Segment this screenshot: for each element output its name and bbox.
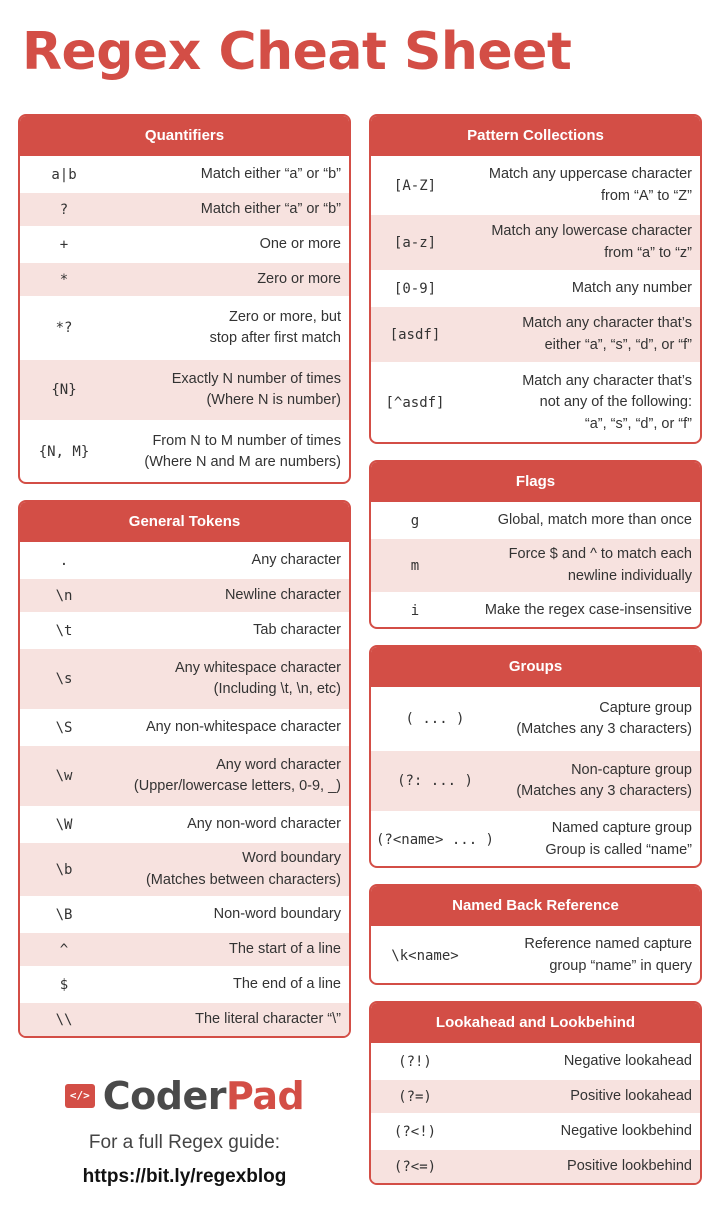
token-description: Positive lookbehind — [567, 1157, 692, 1174]
token-description: Match any character that’s either “a”, “s”, “d”, or “f” — [522, 315, 692, 353]
regex-token: *? — [55, 320, 73, 336]
token-description: Negative lookbehind — [560, 1122, 692, 1139]
flags-header: Flags — [371, 462, 700, 502]
right-column — [369, 114, 702, 1201]
table-row — [20, 744, 349, 806]
regex-token: (?=) — [398, 1088, 432, 1105]
general-tokens-card — [18, 500, 351, 1038]
token-description: Any whitespace character (Including \t, \n, etc) — [174, 659, 341, 697]
guide-text: For a full Regex guide: — [88, 1132, 281, 1153]
regex-token: (?<!) — [393, 1123, 437, 1140]
regex-token: [asdf] — [389, 326, 441, 343]
table-row — [371, 1043, 700, 1078]
table-row — [371, 749, 700, 811]
token-description: Global, match more than once — [497, 511, 692, 528]
table-row — [371, 1113, 700, 1148]
table-row — [20, 358, 349, 420]
table-row — [371, 362, 700, 442]
regex-token: i — [410, 602, 420, 619]
left-column — [18, 114, 351, 1054]
table-row — [20, 191, 349, 226]
table-row — [371, 537, 700, 592]
regex-token: \w — [55, 768, 73, 784]
table-row — [20, 931, 349, 966]
regex-token: \B — [55, 906, 73, 923]
pattern-collections-header: Pattern Collections — [371, 116, 700, 156]
table-row — [20, 542, 349, 577]
token-description: Match any number — [571, 279, 692, 296]
regex-token: \t — [55, 622, 73, 639]
regex-token: {N} — [51, 382, 77, 398]
regex-token: g — [410, 512, 420, 529]
token-description: Named capture group Group is called “name” — [545, 820, 692, 858]
table-row — [20, 420, 349, 482]
regex-token: [a-z] — [393, 234, 437, 251]
regex-token: (?: ... ) — [397, 773, 473, 789]
table-row — [371, 926, 700, 983]
table-row — [371, 156, 700, 213]
groups-card — [369, 645, 702, 868]
lookaround-card — [369, 1001, 702, 1185]
token-description: The literal character “\” — [195, 1010, 341, 1027]
token-description: Any word character (Upper/lowercase letters, 0-9, _) — [133, 756, 341, 794]
quantifiers-rows — [20, 156, 349, 482]
token-description: Tab character — [253, 621, 341, 638]
regex-token: \W — [55, 816, 73, 833]
lookaround-header: Lookahead and Lookbehind — [371, 1003, 700, 1043]
table-row — [20, 709, 349, 744]
page-title: Regex Cheat Sheet — [22, 22, 572, 82]
table-row — [20, 261, 349, 296]
token-description: Make the regex case-insensitive — [484, 601, 692, 618]
table-row — [371, 270, 700, 305]
token-description: Match any character that’s not any of the following: “a”, “s”, “d”, or “f” — [522, 373, 692, 432]
table-row — [371, 687, 700, 749]
token-description: Non-word boundary — [213, 905, 341, 922]
token-description: Exactly N number of times (Where N is number) — [171, 370, 341, 408]
regex-token: * — [59, 271, 69, 288]
table-row — [20, 647, 349, 709]
regex-token: (?<name> ... ) — [375, 831, 494, 848]
regex-token: a|b — [51, 166, 77, 183]
token-description: Match any uppercase character from “A” to “Z” — [488, 166, 692, 204]
regex-token: \b — [55, 861, 73, 878]
regex-token: \s — [55, 671, 73, 687]
groups-rows — [371, 687, 700, 866]
table-row — [20, 226, 349, 261]
token-description: Newline character — [224, 586, 341, 603]
table-row — [20, 612, 349, 647]
table-row — [371, 1078, 700, 1113]
token-description: Match either “a” or “b” — [200, 200, 341, 217]
token-description: One or more — [259, 235, 341, 252]
table-row — [371, 811, 700, 866]
groups-header: Groups — [371, 647, 700, 687]
regex-token: \\ — [55, 1011, 73, 1028]
token-description: Any non-whitespace character — [145, 718, 341, 735]
token-description: The start of a line — [228, 940, 341, 957]
token-description: Capture group (Matches any 3 characters) — [516, 699, 692, 737]
token-description: Match any lowercase character from “a” to “z” — [491, 223, 692, 261]
table-row — [20, 841, 349, 896]
regex-token: {N, M} — [38, 444, 90, 460]
token-description: From N to M number of times (Where N and M are numbers) — [144, 432, 341, 470]
regex-token: \k<name> — [391, 947, 459, 964]
flags-rows — [371, 502, 700, 627]
regex-token: $ — [59, 976, 69, 993]
table-row — [20, 966, 349, 1001]
token-description: Any non-word character — [187, 815, 341, 832]
table-row — [20, 296, 349, 358]
quantifiers-card — [18, 114, 351, 484]
lookaround-rows — [371, 1043, 700, 1183]
regex-token: ( ... ) — [405, 711, 465, 727]
token-description: Positive lookahead — [570, 1087, 692, 1104]
regex-token: \n — [55, 587, 73, 604]
general-tokens-rows — [20, 542, 349, 1036]
token-description: The end of a line — [232, 975, 341, 992]
token-description: Reference named capture group “name” in query — [524, 936, 692, 974]
regex-token: . — [59, 552, 69, 569]
general-tokens-header: General Tokens — [20, 502, 349, 542]
pattern-collections-card — [369, 114, 702, 444]
coderpad-logo — [18, 1074, 351, 1118]
pattern-collections-rows — [371, 156, 700, 442]
named-back-reference-card — [369, 884, 702, 985]
brand-name-part1: Coder — [102, 1074, 227, 1118]
token-description: Match either “a” or “b” — [200, 165, 341, 182]
table-row — [20, 577, 349, 612]
regex-token: (?!) — [398, 1053, 432, 1070]
token-description: Word boundary (Matches between characters) — [145, 850, 341, 888]
named-back-reference-rows — [371, 926, 700, 983]
regex-token: + — [59, 236, 69, 253]
table-row — [371, 1148, 700, 1183]
regex-token: [^asdf] — [385, 395, 445, 411]
regex-token: ? — [59, 201, 69, 218]
table-row — [20, 156, 349, 191]
regex-token: (?<=) — [393, 1158, 437, 1175]
table-row — [20, 896, 349, 931]
code-brackets-icon: </> — [65, 1084, 95, 1108]
table-row — [371, 213, 700, 270]
token-description: Zero or more, but stop after first match — [209, 308, 341, 346]
table-row — [20, 1001, 349, 1036]
quantifiers-header: Quantifiers — [20, 116, 349, 156]
brand-name — [103, 1074, 304, 1118]
table-row — [371, 502, 700, 537]
token-description: Force $ and ^ to match each newline individually — [508, 546, 692, 584]
table-row — [20, 806, 349, 841]
table-row — [371, 592, 700, 627]
regex-token: [A-Z] — [393, 177, 437, 194]
flags-card — [369, 460, 702, 629]
token-description: Negative lookahead — [563, 1052, 692, 1069]
token-description: Zero or more — [257, 270, 341, 287]
regex-token: ^ — [59, 941, 69, 958]
token-description: Non-capture group (Matches any 3 characters) — [516, 761, 692, 799]
regex-token: m — [410, 557, 420, 574]
footer — [18, 1066, 351, 1188]
guide-link[interactable]: https://bit.ly/regexblog — [82, 1166, 287, 1187]
token-description: Any character — [251, 551, 341, 568]
brand-name-part2: Pad — [226, 1074, 305, 1118]
regex-token: [0-9] — [393, 280, 437, 297]
named-back-reference-header: Named Back Reference — [371, 886, 700, 926]
table-row — [371, 305, 700, 362]
regex-token: \S — [55, 719, 73, 736]
